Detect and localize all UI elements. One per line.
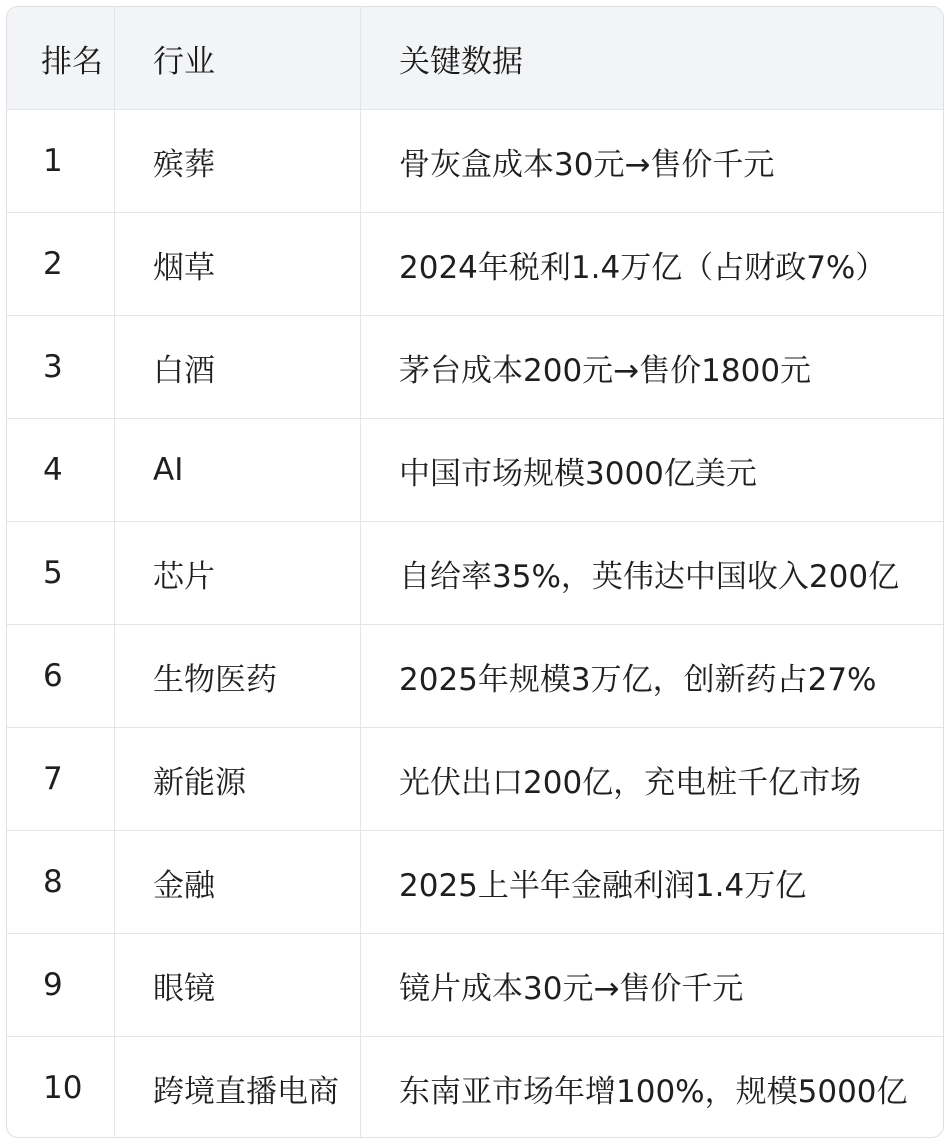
industry-cell: 烟草 [115, 213, 361, 315]
key-data-cell: 光伏出口200亿，充电桩千亿市场 [399, 764, 862, 801]
key-data-cell: 2025年规模3万亿，创新药占27% [399, 661, 877, 698]
industry-cell: 新能源 [115, 728, 361, 830]
table-row [7, 212, 943, 315]
table-row [7, 1036, 943, 1138]
header-industry: 行业 [115, 7, 361, 109]
header-rank: 排名 [7, 7, 115, 109]
industry-cell: 生物医药 [115, 625, 361, 727]
table-row [7, 933, 943, 1036]
table-row [7, 521, 943, 624]
rank-cell: 6 [7, 625, 115, 727]
key-data-cell: 茅台成本200元→售价1800元 [399, 352, 812, 389]
key-data-cell: 2024年税利1.4万亿（占财政7%） [399, 249, 887, 286]
industry-cell: 金融 [115, 831, 361, 933]
rank-cell: 4 [7, 419, 115, 521]
industry-cell: 芯片 [115, 522, 361, 624]
table-row [7, 418, 943, 521]
rank-cell: 9 [7, 934, 115, 1036]
table-row [7, 830, 943, 933]
table-row [7, 315, 943, 418]
key-data-cell: 骨灰盒成本30元→售价千元 [399, 146, 775, 183]
rank-cell: 1 [7, 110, 115, 212]
rank-cell: 10 [7, 1037, 115, 1138]
industry-cell: 跨境直播电商 [115, 1037, 361, 1138]
table-header-row [7, 7, 943, 109]
rank-cell: 3 [7, 316, 115, 418]
rank-cell: 5 [7, 522, 115, 624]
key-data-cell: 镜片成本30元→售价千元 [399, 970, 744, 1007]
key-data-cell: 自给率35%，英伟达中国收入200亿 [399, 558, 900, 595]
rank-cell: 7 [7, 728, 115, 830]
industry-cell: 眼镜 [115, 934, 361, 1036]
industry-cell: 白酒 [115, 316, 361, 418]
header-key-data: 关键数据 [399, 43, 523, 80]
rank-cell: 8 [7, 831, 115, 933]
key-data-cell: 东南亚市场年增100%，规模5000亿 [399, 1073, 908, 1110]
rank-cell: 2 [7, 213, 115, 315]
industry-cell: 殡葬 [115, 110, 361, 212]
table-row [7, 727, 943, 830]
key-data-cell: 2025上半年金融利润1.4万亿 [399, 867, 807, 904]
industry-cell: AI [115, 419, 361, 521]
key-data-cell: 中国市场规模3000亿美元 [399, 455, 757, 492]
industry-ranking-table [6, 6, 944, 1138]
table-row [7, 109, 943, 212]
table-row [7, 624, 943, 727]
